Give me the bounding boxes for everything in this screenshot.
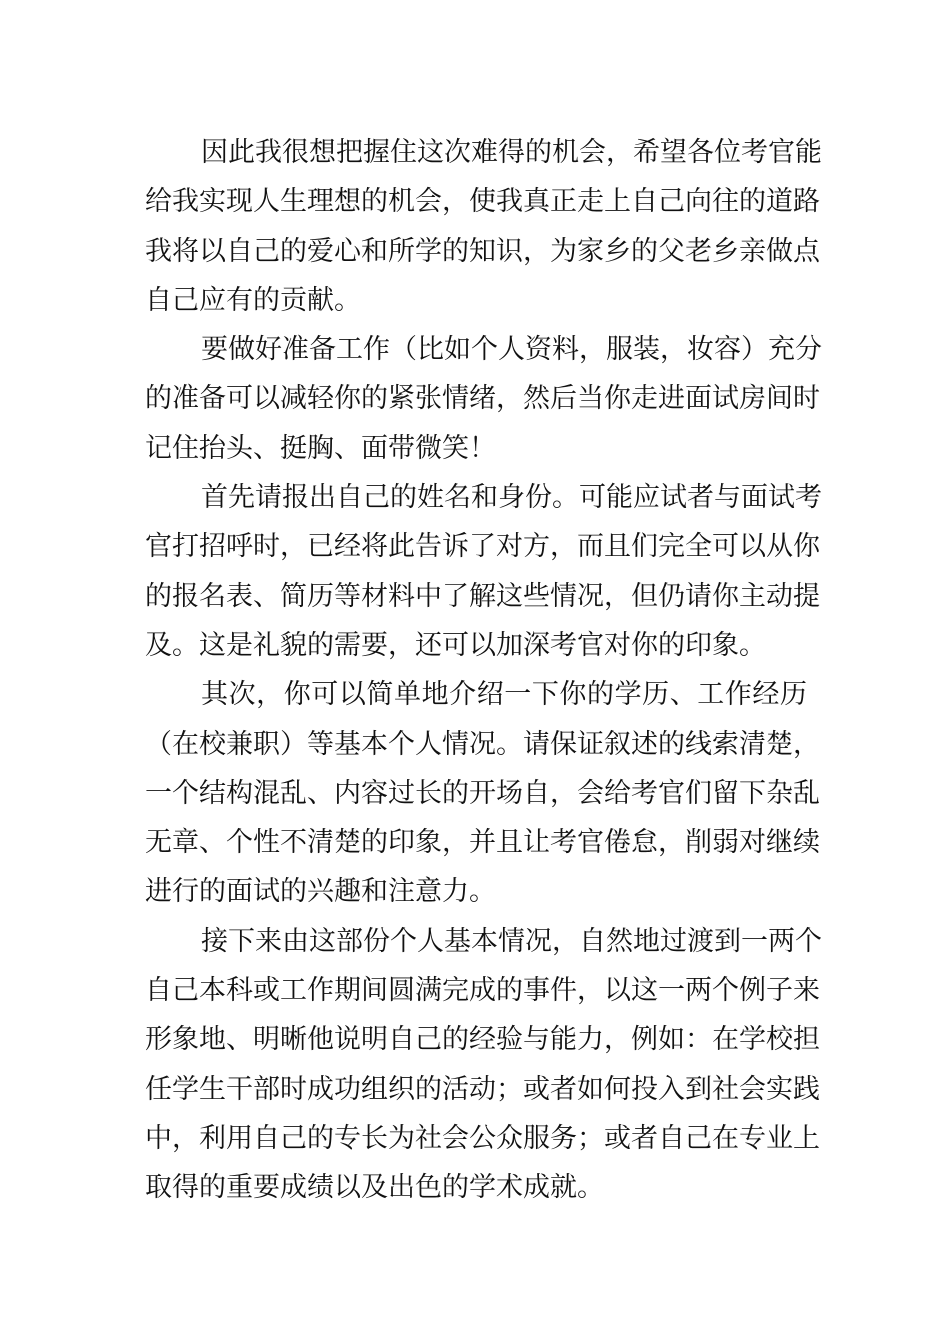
paragraph-line: 官打招呼时，已经将此告诉了对方，而且们完全可以从你: [145, 531, 820, 563]
paragraph-line: 进行的面试的兴趣和注意力。: [145, 876, 496, 908]
paragraph-line: 给我实现人生理想的机会，使我真正走上自己向往的道路: [145, 186, 820, 218]
paragraph-line: 的报名表、简历等材料中了解这些情况，但仍请你主动提: [145, 580, 820, 612]
paragraph-5: [145, 917, 822, 1213]
paragraph-line: 要做好准备工作（比如个人资料，服装，妆容）充分: [201, 334, 822, 366]
paragraph-line: 中，利用自己的专长为社会公众服务；或者自己在专业上: [145, 1122, 820, 1154]
document-body: [145, 128, 822, 1213]
paragraph-line: 任学生干部时成功组织的活动；或者如何投入到社会实践: [145, 1073, 820, 1105]
paragraph-3: [145, 473, 822, 670]
paragraph-line: 取得的重要成绩以及出色的学术成就。: [145, 1172, 604, 1204]
paragraph-line: 自己本科或工作期间圆满完成的事件，以这一两个例子来: [145, 975, 820, 1007]
paragraph-line: 记住抬头、挺胸、面带微笑！: [145, 432, 496, 464]
paragraph-line: 无章、个性不清楚的印象，并且让考官倦怠，削弱对继续: [145, 827, 820, 859]
paragraph-line: （在校兼职）等基本个人情况。请保证叙述的线索清楚，: [145, 728, 820, 760]
paragraph-line: 因此我很想把握住这次难得的机会，希望各位考官能: [201, 137, 822, 168]
paragraph-line: 一个结构混乱、内容过长的开场自，会给考官们留下杂乱: [145, 777, 820, 809]
paragraph-line: 其次，你可以简单地介绍一下你的学历、工作经历: [201, 679, 807, 711]
paragraph-line: 接下来由这部份个人基本情况，自然地过渡到一两个: [201, 925, 822, 957]
paragraph-4: [145, 670, 820, 916]
paragraph-line: 自己应有的贡献。: [145, 284, 361, 316]
paragraph-line: 形象地、明晰他说明自己的经验与能力，例如：在学校担: [145, 1024, 820, 1056]
paragraph-1: [145, 128, 822, 325]
paragraph-line: 我将以自己的爱心和所学的知识，为家乡的父老乡亲做点: [145, 235, 820, 267]
paragraph-2: [145, 325, 822, 473]
paragraph-line: 及。这是礼貌的需要，还可以加深考官对你的印象。: [145, 629, 766, 661]
paragraph-line: 首先请报出自己的姓名和身份。可能应试者与面试考: [201, 482, 822, 514]
paragraph-line: 的准备可以减轻你的紧张情绪，然后当你走进面试房间时: [145, 383, 820, 415]
